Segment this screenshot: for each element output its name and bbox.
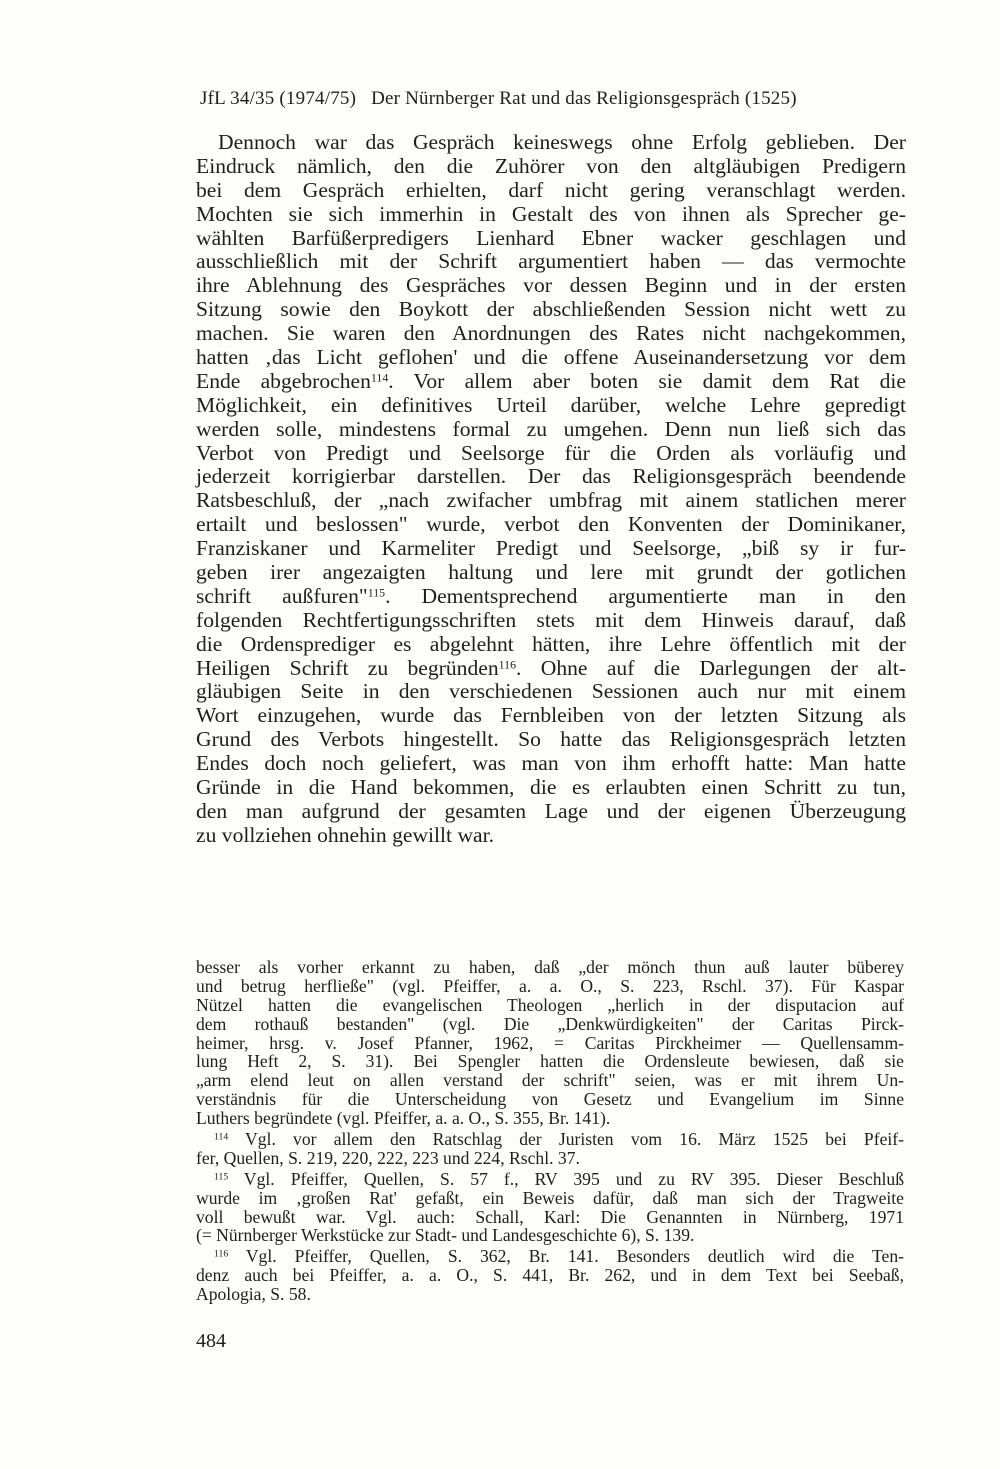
body-line: Sitzung sowie den Boykott der abschließenden Session nicht wett zu bbox=[196, 297, 906, 322]
body-line: gläubigen Seite in den verschiedenen Sessionen auch nur mit einem bbox=[196, 679, 906, 704]
footnote-line: lung Heft 2, S. 31). Bei Spengler hatten die Ordensleute bewiesen, daß sie bbox=[196, 1051, 904, 1072]
body-line: Endes doch noch geliefert, was man von ihm erhofft hatte: Man hatte bbox=[196, 751, 906, 776]
body-line: Eindruck nämlich, den die Zuhörer von den altgläubigen Predigern bbox=[196, 153, 906, 178]
footnote-line: wurde im ‚großen Rat' gefaßt, ein Beweis dafür, daß man sich der Tragweite bbox=[196, 1187, 904, 1208]
body-paragraph bbox=[196, 131, 906, 848]
body-line bbox=[196, 585, 906, 609]
footnote-ref-114[interactable]: 114 bbox=[370, 370, 389, 385]
body-line: Wort einzugehen, wurde das Fernbleiben von der letzten Sitzung als bbox=[196, 703, 906, 728]
footnote-number: 114 bbox=[214, 1131, 229, 1143]
body-line: hatten ‚das Licht geflohen' und die offene Auseinandersetzung vor dem bbox=[196, 345, 906, 370]
body-line: die Ordensprediger es abgelehnt hätten, ihre Lehre öffentlich mit der bbox=[196, 631, 906, 656]
body-text: . Dementsprechend argumentierte man in den bbox=[385, 583, 906, 608]
body-line: Mochten sie sich immerhin in Gestalt des von ihnen als Sprecher ge- bbox=[196, 201, 906, 226]
footnote-line: Luthers begründete (vgl. Pfeiffer, a. a. O., S. 355, Br. 141). bbox=[196, 1108, 611, 1129]
body-line: machen. Sie waren den Anordnungen des Rates nicht nachgekommen, bbox=[196, 321, 906, 346]
footnote-continuation bbox=[196, 958, 904, 1128]
footnote-number: 116 bbox=[214, 1249, 229, 1261]
footnote-text: Vgl. vor allem den Ratschlag der Juristen vom 16. März 1525 bei Pfeif- bbox=[228, 1129, 904, 1150]
footnote-line: fer, Quellen, S. 219, 220, 222, 223 und 224, Rschl. 37. bbox=[196, 1147, 580, 1168]
footnote-line: dem rothauß bestanden" (vgl. Die „Denkwürdigkeiten" der Caritas Pirck- bbox=[196, 1013, 904, 1034]
body-line: den man aufgrund der gesamten Lage und der eigenen Überzeugung bbox=[196, 798, 906, 823]
body-line: geben irer angezaigten haltung und lere mit grundt der gotlichen bbox=[196, 560, 906, 585]
body-text: schrift außfuren" bbox=[196, 583, 368, 608]
footnote-line: Nützel hatten die evangelischen Theologen „herlich in der disputacion auf bbox=[196, 994, 904, 1015]
body-line: zu vollziehen ohnehin gewillt war. bbox=[196, 822, 495, 847]
footnote-line: denz auch bei Pfeiffer, a. a. O., S. 441, Br. 262, und in dem Text bei Seebaß, bbox=[196, 1265, 904, 1286]
body-line: Verbot von Predigt und Seelsorge für die Orden als vorläufig und bbox=[196, 440, 906, 465]
footnote-line: „arm elend leut on allen verstand der schrift" seien, was er mit ihrem Un- bbox=[196, 1070, 904, 1091]
body-line: Möglichkeit, ein definitives Urteil darüber, welche Lehre gepredigt bbox=[196, 392, 906, 417]
body-line: Dennoch war das Gespräch keineswegs ohne Erfolg geblieben. Der bbox=[218, 130, 906, 154]
body-line bbox=[196, 657, 906, 681]
footnote-number: 115 bbox=[214, 1171, 229, 1183]
body-line: Franziskaner und Karmeliter Predigt und Seelsorge, „biß sy ir fur- bbox=[196, 536, 906, 561]
footnote-line: voll bewußt war. Vgl. auch: Schall, Karl: Die Genannten in Nürnberg, 1971 bbox=[196, 1206, 904, 1227]
footnotes bbox=[196, 958, 904, 1304]
footnote-ref-116[interactable]: 116 bbox=[498, 657, 517, 672]
body-line: Grund des Verbots hingestellt. So hatte das Religionsgespräch letzten bbox=[196, 727, 906, 752]
body-line: ausschließlich mit der Schrift argumentiert haben — das vermochte bbox=[196, 249, 906, 274]
footnote-114 bbox=[196, 1130, 904, 1168]
body-line: bei dem Gespräch erhielten, darf nicht gering veranschlagt werden. bbox=[196, 177, 906, 202]
body-text: . Ohne auf die Darlegungen der alt- bbox=[516, 655, 906, 680]
body-line: ertailt und beslossen" wurde, verbot den Konventen der Dominikaner, bbox=[196, 512, 906, 537]
body-text: Ende abgebrochen bbox=[196, 368, 371, 393]
body-line: folgenden Rechtfertigungsschriften stets mit dem Hinweis darauf, daß bbox=[196, 607, 906, 632]
footnote-116 bbox=[196, 1247, 904, 1304]
footnote-line: heimer, hrsg. v. Josef Pfanner, 1962, = Caritas Pirckheimer — Quellensamm- bbox=[196, 1032, 904, 1053]
footnote-line: Apologia, S. 58. bbox=[196, 1284, 311, 1305]
footnote-line bbox=[196, 1130, 904, 1149]
body-text: . Vor allem aber boten sie damit dem Rat die bbox=[388, 368, 907, 393]
footnote-line: besser als vorher erkannt zu haben, daß „der mönch thun auß lauter büberey bbox=[196, 957, 904, 977]
body-line: ihre Ablehnung des Gespräches vor dessen Beginn und in der ersten bbox=[196, 273, 906, 298]
body-line: Ratsbeschluß, der „nach zwifacher umbfrag mit ainem statlichen merer bbox=[196, 488, 906, 513]
footnote-line bbox=[196, 1247, 904, 1266]
footnote-ref-115[interactable]: 115 bbox=[367, 585, 386, 600]
body-line: wählten Barfüßerpredigers Lienhard Ebner wacker geschlagen und bbox=[196, 225, 906, 250]
footnote-line bbox=[196, 1170, 904, 1189]
footnote-115 bbox=[196, 1170, 904, 1246]
body-line: Gründe in die Hand bekommen, die es erlaubten einen Schritt zu tun, bbox=[196, 775, 906, 800]
journal-reference: JfL 34/35 (1974/75) bbox=[200, 88, 357, 109]
body-text: Heiligen Schrift zu begründen bbox=[196, 655, 499, 680]
running-title: Der Nürnberger Rat und das Religionsgespräch (1525) bbox=[371, 88, 797, 109]
running-header bbox=[200, 88, 900, 110]
footnote-line: und betrug herfließe" (vgl. Pfeiffer, a. a. O., S. 223, Rschl. 37). Für Kaspar bbox=[196, 975, 904, 996]
body-line bbox=[196, 370, 906, 394]
footnote-line: verständnis für die Unterscheidung von Gesetz und Evangelium im Sinne bbox=[196, 1089, 904, 1110]
body-line: werden solle, mindestens formal zu umgehen. Denn nun ließ sich das bbox=[196, 416, 906, 441]
footnote-line: (= Nürnberger Werkstücke zur Stadt- und Landesgeschichte 6), S. 139. bbox=[196, 1225, 695, 1246]
footnote-text: Vgl. Pfeiffer, Quellen, S. 57 f., RV 395 und zu RV 395. Dieser Beschluß bbox=[228, 1168, 904, 1189]
footnote-text: Vgl. Pfeiffer, Quellen, S. 362, Br. 141. Besonders deutlich wird die Ten- bbox=[228, 1246, 904, 1267]
body-line: jederzeit korrigierbar darstellen. Der das Religionsgespräch beendende bbox=[196, 464, 906, 489]
page-number: 484 bbox=[196, 1330, 226, 1352]
